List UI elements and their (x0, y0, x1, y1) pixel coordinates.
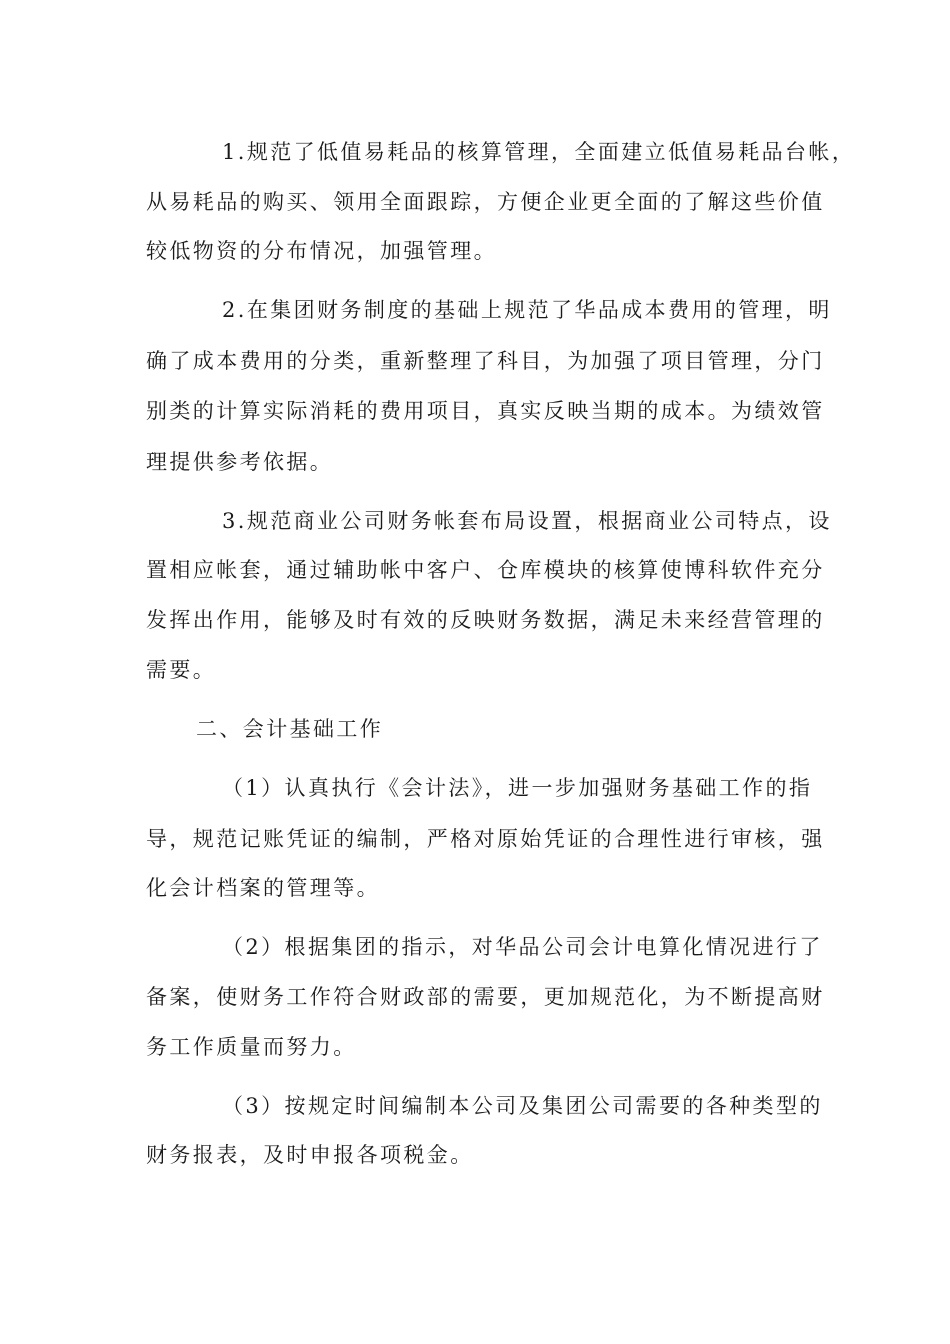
item-1-line-1: 1.规范了低值易耗品的核算管理，全面建立低值易耗品台帐， (222, 140, 856, 164)
sub-item-2-line-1: （2）根据集团的指示，对华品公司会计电算化情况进行了 (222, 935, 823, 959)
sub-item-2-line-3: 务工作质量而努力。 (146, 1035, 357, 1059)
item-2-line-1: 2.在集团财务制度的基础上规范了华品成本费用的管理，明 (222, 298, 832, 322)
sub-item-1-line-2: 导，规范记账凭证的编制，严格对原始凭证的合理性进行审核，强 (146, 827, 825, 851)
sub-item-1-line-1: （1）认真执行《会计法》，进一步加强财务基础工作的指 (222, 776, 813, 800)
section-heading: 二、会计基础工作 (196, 717, 384, 741)
item-3-line-2: 置相应帐套，通过辅助帐中客户、仓库模块的核算使博科软件充分 (146, 558, 825, 582)
item-3-line-3: 发挥出作用，能够及时有效的反映财务数据，满足未来经营管理的 (146, 608, 825, 632)
sub-item-1-line-3: 化会计档案的管理等。 (146, 876, 380, 900)
item-3-line-1: 3.规范商业公司财务帐套布局设置，根据商业公司特点，设 (222, 509, 832, 533)
item-1-line-3: 较低物资的分布情况，加强管理。 (146, 239, 497, 263)
item-2-line-2: 确了成本费用的分类，重新整理了科目，为加强了项目管理，分门 (146, 349, 825, 373)
item-2-line-3: 别类的计算实际消耗的费用项目，真实反映当期的成本。为绩效管 (146, 399, 825, 423)
item-1-line-2: 从易耗品的购买、领用全面跟踪，方便企业更全面的了解这些价值 (146, 190, 825, 214)
sub-item-3-line-1: （3）按规定时间编制本公司及集团公司需要的各种类型的 (222, 1094, 823, 1118)
item-3-line-4: 需要。 (146, 658, 217, 682)
sub-item-3-line-2: 财务报表，及时申报各项税金。 (146, 1143, 474, 1167)
sub-item-2-line-2: 备案，使财务工作符合财政部的需要，更加规范化，为不断提高财 (146, 985, 825, 1009)
item-2-line-4: 理提供参考依据。 (146, 450, 334, 474)
